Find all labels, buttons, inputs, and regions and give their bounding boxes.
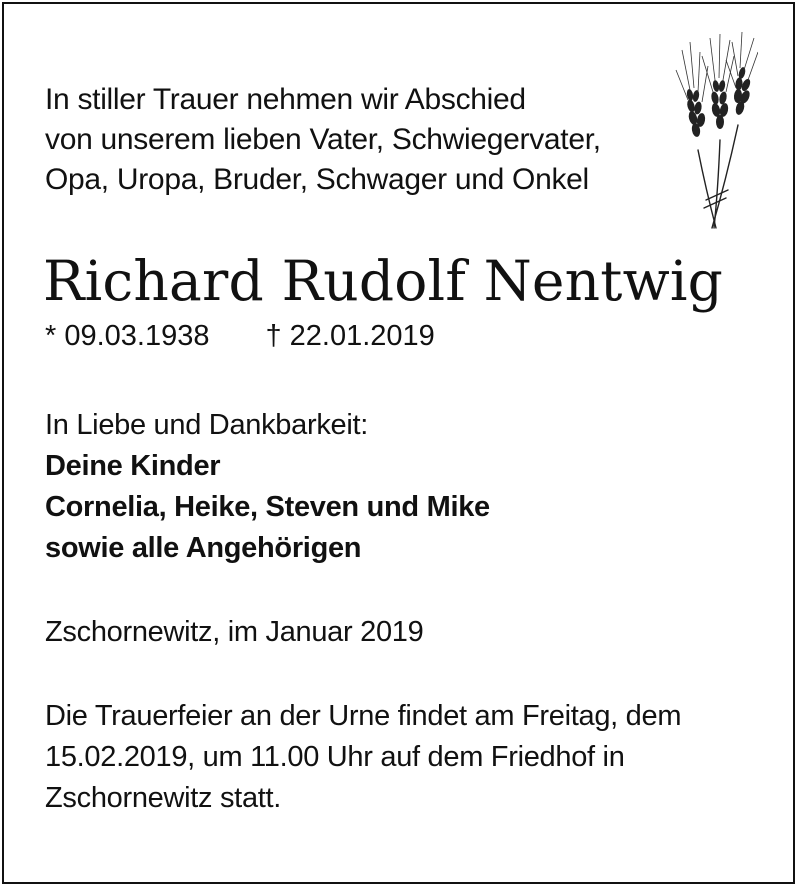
- service-line: 15.02.2019, um 11.00 Uhr auf dem Friedhof in: [45, 741, 625, 773]
- place-date-line: Zschornewitz, im Januar 2019: [45, 616, 424, 648]
- birth-date: * 09.03.1938: [45, 320, 210, 352]
- intro-line: Opa, Uropa, Bruder, Schwager und Onkel: [45, 163, 589, 196]
- wheat-ears-icon: [668, 30, 758, 230]
- family-line: sowie alle Angehörigen: [45, 532, 362, 564]
- place-date: [45, 612, 423, 653]
- thanks-intro: In Liebe und Dankbarkeit:: [45, 409, 368, 441]
- funeral-service-info: [45, 696, 681, 819]
- family-line: Deine Kinder: [45, 450, 221, 482]
- deceased-name: Richard Rudolf Nentwig: [43, 249, 724, 313]
- death-date: † 22.01.2019: [265, 320, 435, 352]
- family-line: Cornelia, Heike, Steven und Mike: [45, 491, 490, 523]
- intro-line: In stiller Trauer nehmen wir Abschied: [45, 83, 526, 116]
- intro-line: von unserem lieben Vater, Schwiegervater,: [45, 123, 601, 156]
- service-line: Die Trauerfeier an der Urne findet am Freitag, dem: [45, 700, 682, 732]
- family-signature: [45, 405, 490, 569]
- service-line: Zschornewitz statt.: [45, 782, 282, 814]
- life-dates: [45, 318, 435, 354]
- intro-text: [45, 80, 601, 200]
